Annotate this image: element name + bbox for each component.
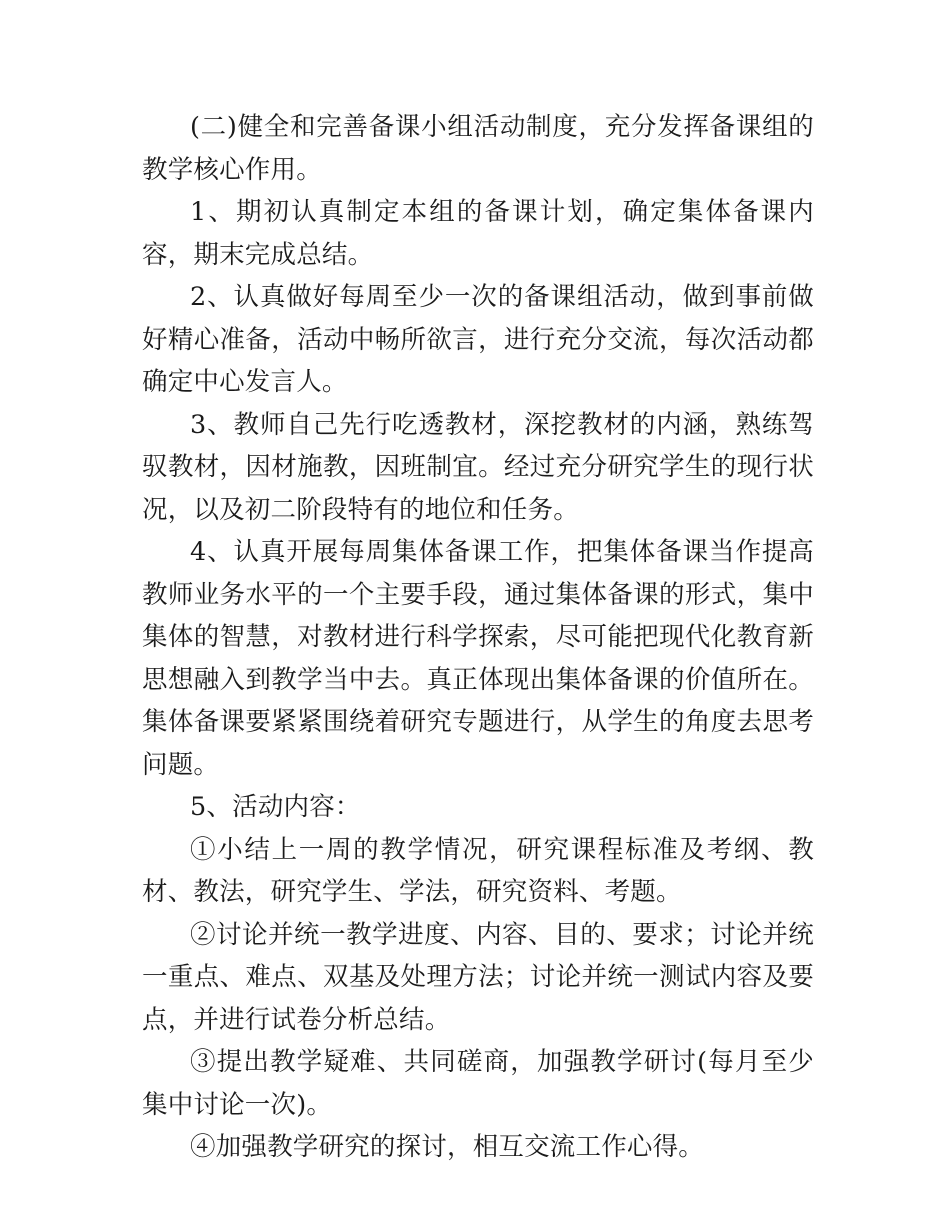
paragraph-item-1: 1、期初认真制定本组的备课计划，确定集体备课内容，期末完成总结。 xyxy=(142,197,814,270)
paragraph-item-3: 3、教师自己先行吃透教材，深挖教材的内涵，熟练驾驭教材，因材施教，因班制宜。经过充分研究学生的现行状况，以及初二阶段特有的地位和任务。 xyxy=(142,409,814,525)
paragraph-item-4: 4、认真开展每周集体备课工作，把集体备课当作提高教师业务水平的一个主要手段，通过集体备课的形式，集中集体的智慧，对教材进行科学探索，尽可能把现代化教育新思想融入到教学当中去。真正体现出集体备课的价值所在。集体备课要紧紧围绕着研究专题进行，从学生的角度去思考问题。 xyxy=(142,537,814,780)
paragraph-heading-2: (二)健全和完善备课小组活动制度，充分发挥备课组的教学核心作用。 xyxy=(142,112,814,185)
paragraph-item-5: 5、活动内容： xyxy=(190,792,361,822)
document-body xyxy=(142,106,814,1169)
paragraph-subitem-2: ②讨论并统一教学进度、内容、目的、要求；讨论并统一重点、难点、双基及处理方法；讨论并统一测试内容及要点，并进行试卷分析总结。 xyxy=(142,919,814,1035)
paragraph-subitem-3: ③提出教学疑难、共同磋商，加强教学研讨(每月至少集中讨论一次)。 xyxy=(142,1047,814,1120)
paragraph-subitem-1: ①小结上一周的教学情况，研究课程标准及考纲、教材、教法，研究学生、学法，研究资料、考题。 xyxy=(142,834,814,907)
paragraph-item-2: 2、认真做好每周至少一次的备课组活动，做到事前做好精心准备，活动中畅所欲言，进行充分交流，每次活动都确定中心发言人。 xyxy=(142,282,814,397)
paragraph-subitem-4: ④加强教学研究的探讨，相互交流工作心得。 xyxy=(190,1132,705,1162)
